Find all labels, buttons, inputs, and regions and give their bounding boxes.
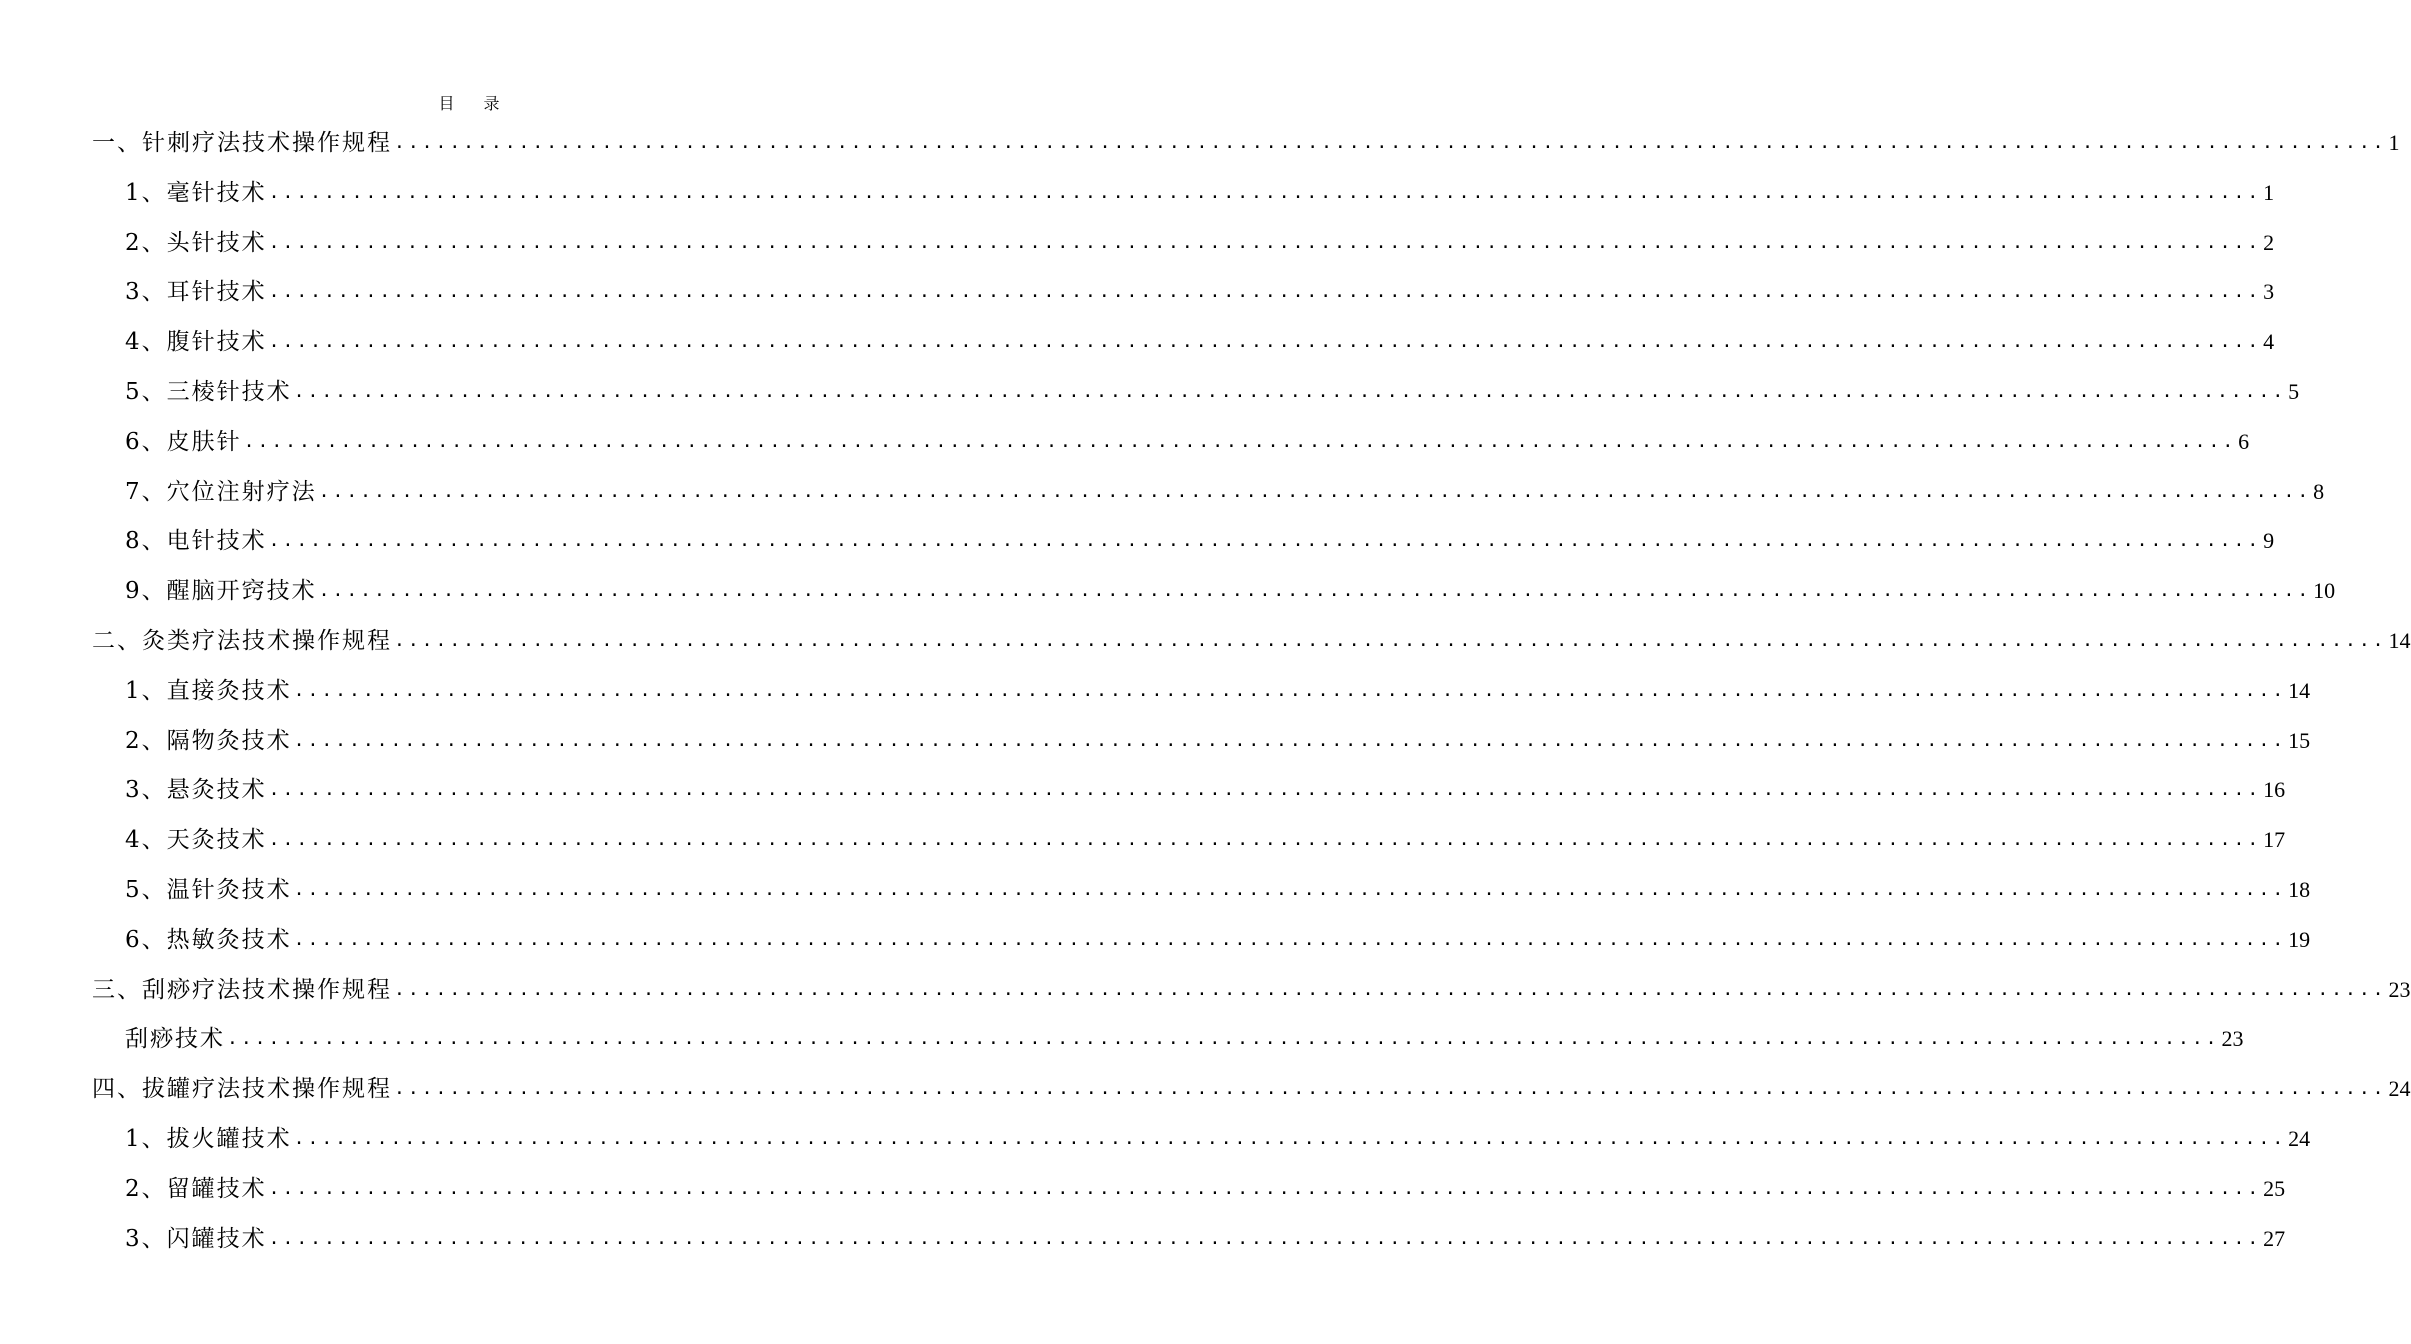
toc-entry[interactable] [125, 373, 2300, 407]
toc-entry-label: 6、热敏灸技术 [125, 927, 292, 953]
toc-entry-label: 8、电针技术 [125, 528, 267, 554]
toc-entry-label: 2、留罐技术 [125, 1176, 267, 1202]
toc-dot-leader: ................................................................................................................................................ [268, 1228, 2262, 1249]
toc-entry-label: 4、腹针技术 [125, 329, 267, 355]
toc-entry-label: 9、醒脑开窍技术 [125, 578, 317, 604]
toc-dot-leader: ................................................................................................................................................ [394, 1078, 2387, 1099]
toc-entry[interactable] [125, 174, 2275, 208]
toc-entry-page-number: 6 [2238, 429, 2250, 454]
toc-dot-leader: ................................................................................................................................................ [394, 132, 2387, 153]
toc-entry-label: 5、三棱针技术 [125, 379, 292, 405]
toc-entry-page-number: 25 [2263, 1176, 2286, 1201]
toc-entry-label: 四、拔罐疗法技术操作规程 [92, 1076, 392, 1102]
toc-dot-leader: ................................................................................................................................................ [268, 281, 2262, 302]
toc-entry-label: 6、皮肤针 [125, 429, 242, 455]
toc-entry[interactable] [125, 473, 2325, 507]
toc-entry-label: 三、刮痧疗法技术操作规程 [92, 977, 392, 1003]
toc-entry-label: 1、直接灸技术 [125, 678, 292, 704]
toc-entry-page-number: 10 [2313, 578, 2336, 603]
toc-entry[interactable] [92, 124, 2400, 158]
toc-entry-page-number: 5 [2288, 379, 2300, 404]
toc-entry-label: 二、灸类疗法技术操作规程 [92, 628, 392, 654]
toc-entry-label: 刮痧技术 [125, 1026, 225, 1052]
toc-entry[interactable] [125, 323, 2275, 357]
toc-entry-label: 一、针刺疗法技术操作规程 [92, 130, 392, 156]
toc-dot-leader: ................................................................................................................................................ [293, 879, 2287, 900]
toc-entry-label: 1、毫针技术 [125, 180, 267, 206]
toc-entry-label: 7、穴位注射疗法 [125, 479, 317, 505]
toc-entry-page-number: 18 [2288, 877, 2311, 902]
toc-entry[interactable] [125, 1020, 2244, 1054]
toc-entry[interactable] [125, 771, 2286, 805]
toc-dot-leader: ................................................................................................................................................ [394, 979, 2387, 1000]
toc-entry[interactable] [125, 672, 2311, 706]
toc-entry-page-number: 19 [2288, 927, 2311, 952]
toc-entry[interactable] [92, 1070, 2411, 1104]
toc-dot-leader: ................................................................................................................................................ [268, 1178, 2262, 1199]
toc-entry[interactable] [125, 921, 2311, 955]
toc-entry-page-number: 23 [2221, 1026, 2244, 1051]
toc-entry[interactable] [125, 572, 2336, 606]
toc-entry[interactable] [125, 871, 2311, 905]
toc-entry-label: 3、耳针技术 [125, 279, 267, 305]
toc-entry-page-number: 2 [2263, 230, 2275, 255]
toc-entry-page-number: 4 [2263, 329, 2275, 354]
toc-dot-leader: ................................................................................................................................................ [268, 530, 2262, 551]
toc-dot-leader: ................................................................................................................................................ [268, 829, 2262, 850]
toc-entry-page-number: 16 [2263, 777, 2286, 802]
toc-entry-page-number: 24 [2388, 1076, 2411, 1101]
toc-entry[interactable] [125, 423, 2250, 457]
toc-dot-leader: ................................................................................................................................................ [268, 182, 2262, 203]
toc-entry-page-number: 24 [2288, 1126, 2311, 1151]
toc-entry[interactable] [92, 971, 2411, 1005]
toc-dot-leader: ................................................................................................................................................ [268, 331, 2262, 352]
toc-entry-label: 4、天灸技术 [125, 827, 267, 853]
toc-entry[interactable] [125, 273, 2275, 307]
toc-dot-leader: ................................................................................................................................................ [293, 680, 2287, 701]
toc-dot-leader: ................................................................................................................................................ [268, 232, 2262, 253]
toc-entry[interactable] [125, 224, 2275, 258]
toc-entry-page-number: 8 [2313, 479, 2325, 504]
toc-entry-page-number: 23 [2388, 977, 2411, 1002]
toc-dot-leader: ................................................................................................................................................ [318, 481, 2312, 502]
toc-entry-page-number: 9 [2263, 528, 2275, 553]
toc-dot-leader: ................................................................................................................................................ [293, 730, 2287, 751]
toc-entry-page-number: 14 [2288, 678, 2311, 703]
toc-entry-page-number: 1 [2388, 130, 2400, 155]
toc-dot-leader: ................................................................................................................................................ [243, 431, 2237, 452]
toc-entry-page-number: 17 [2263, 827, 2286, 852]
toc-entry-label: 2、隔物灸技术 [125, 728, 292, 754]
toc-entry[interactable] [125, 1170, 2286, 1204]
toc-dot-leader: ................................................................................................................................................ [227, 1028, 2220, 1049]
toc-dot-leader: ................................................................................................................................................ [318, 580, 2312, 601]
toc-dot-leader: ................................................................................................................................................ [268, 779, 2262, 800]
toc-entry-label: 2、头针技术 [125, 230, 267, 256]
toc-entry-label: 3、闪罐技术 [125, 1226, 267, 1252]
toc-entry[interactable] [125, 522, 2275, 556]
page-title: 目 录 [438, 94, 512, 113]
toc-entry-page-number: 15 [2288, 728, 2311, 753]
toc-entry-label: 1、拔火罐技术 [125, 1126, 292, 1152]
toc-entry-label: 5、温针灸技术 [125, 877, 292, 903]
toc-dot-leader: ................................................................................................................................................ [394, 630, 2387, 651]
toc-entry[interactable] [125, 722, 2311, 756]
toc-entry-page-number: 14 [2388, 628, 2411, 653]
toc-dot-leader: ................................................................................................................................................ [293, 1128, 2287, 1149]
toc-entry[interactable] [125, 1220, 2286, 1254]
toc-entry-page-number: 3 [2263, 279, 2275, 304]
toc-entry[interactable] [125, 821, 2286, 855]
toc-dot-leader: ................................................................................................................................................ [293, 381, 2287, 402]
toc-entry[interactable] [92, 622, 2411, 656]
toc-dot-leader: ................................................................................................................................................ [293, 929, 2287, 950]
toc-entry-label: 3、悬灸技术 [125, 777, 267, 803]
toc-entry[interactable] [125, 1120, 2311, 1154]
toc-entry-page-number: 1 [2263, 180, 2275, 205]
toc-entry-page-number: 27 [2263, 1226, 2286, 1251]
